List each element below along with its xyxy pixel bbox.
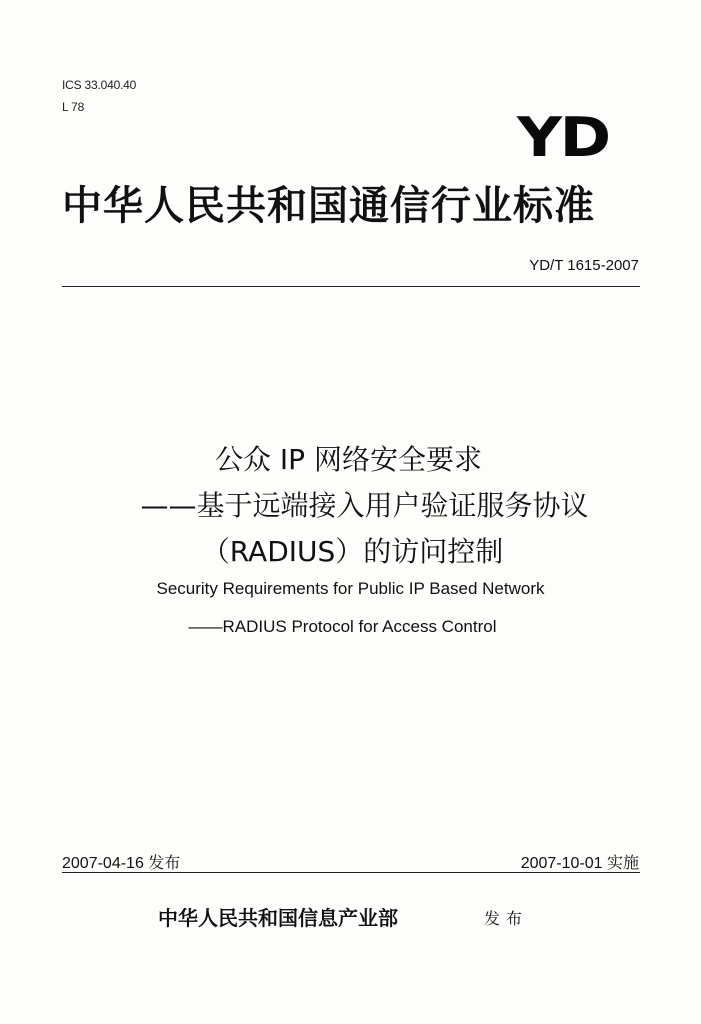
publisher-name: 中华人民共和国信息产业部 — [158, 906, 398, 930]
document-title-zh-line1: 公众 IP 网络安全要求 — [215, 443, 482, 476]
document-title-en-line2: ——RADIUS Protocol for Access Control — [188, 617, 497, 636]
document-title-zh-line3: （RADIUS）的访问控制 — [201, 535, 504, 568]
standard-number: YD/T 1615-2007 — [529, 257, 639, 274]
document-title-zh-line2: ——基于远端接入用户验证服务协议 — [140, 489, 589, 522]
ccs-code: L 78 — [62, 100, 85, 114]
bottom-divider — [62, 872, 640, 873]
standard-title: 中华人民共和国通信行业标准 — [62, 183, 595, 229]
document-title-en-line1: Security Requirements for Public IP Based Network — [156, 579, 545, 598]
top-divider — [62, 286, 640, 287]
yd-logo: YD — [517, 106, 609, 169]
implement-date: 2007-10-01 实施 — [520, 855, 639, 872]
ics-code: ICS 33.040.40 — [62, 78, 137, 92]
publish-date: 2007-04-16 发布 — [62, 855, 181, 872]
publisher-suffix: 发布 — [484, 909, 529, 928]
